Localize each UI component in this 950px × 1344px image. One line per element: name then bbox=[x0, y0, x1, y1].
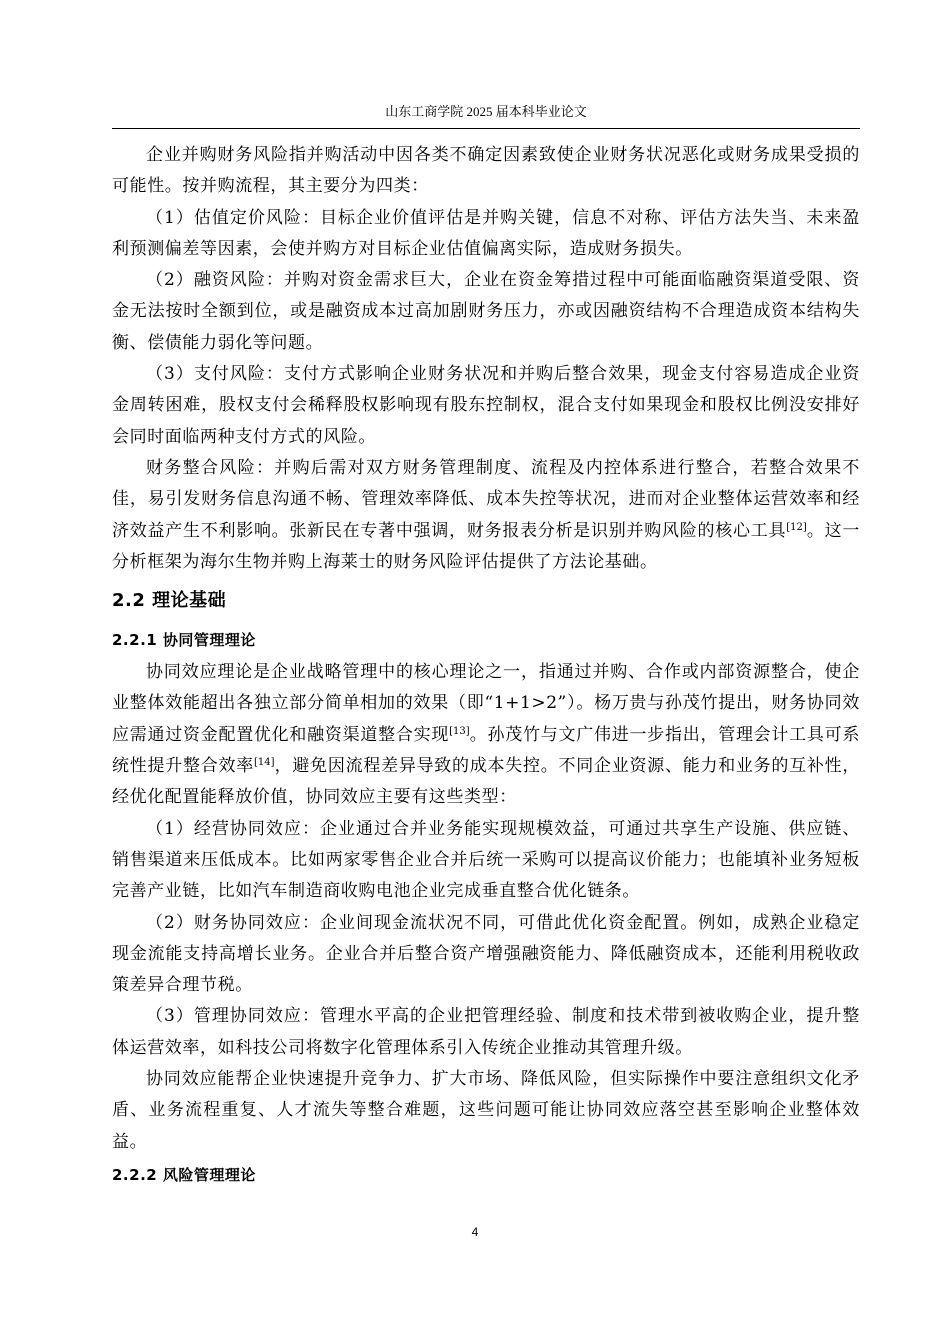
citation-12[interactable]: [12] bbox=[786, 521, 807, 533]
section-heading-2-2-2: 2.2.2 风险管理理论 bbox=[112, 1165, 256, 1184]
paragraph-text: 。这一分析框架为海尔生物并购上海莱士的财务风险评估提供了方法论基础。 bbox=[112, 520, 860, 572]
section-heading-2-2-1: 2.2.1 协同管理理论 bbox=[112, 631, 256, 650]
paragraph-payment-risk: （3）支付风险：支付方式影响企业财务状况和并购后整合效果，现金支付容易造成企业资金周转困难，股权支付会稀释股权影响现有股东控制权，混合支付如果现金和股权比例没安排好会同时面临两种支付方式的风险。 bbox=[112, 364, 860, 447]
paragraph-management-synergy: （3）管理协同效应：管理水平高的企业把管理经验、制度和技术带到被收购企业，提升整体运营效率，如科技公司将数字化管理体系引入传统企业推动其管理升级。 bbox=[112, 1006, 860, 1058]
page-number: 4 bbox=[471, 1225, 479, 1239]
paragraph-financial-risk-definition: 企业并购财务风险指并购活动中因各类不确定因素致使企业财务状况恶化或财务成果受损的可能性。按并购流程，其主要分为四类： bbox=[112, 145, 860, 197]
paragraph-financing-risk: （2）融资风险：并购对资金需求巨大，企业在资金筹措过程中可能面临融资渠道受限、资金无法按时全额到位，或是融资成本过高加剧财务压力，亦或因融资结构不合理造成资本结构失衡、偿债能力弱化等问题。 bbox=[112, 270, 860, 353]
paragraph-text: 。孙茂竹与文广伟进一步指出，管理会计工具可系统性提升整合效率 bbox=[112, 724, 860, 777]
paragraph-text: ，避免因流程差异导致的成本失控。不同企业资源、能力和业务的互补性，经优化配置能释放价值，协同效应主要有这些类型： bbox=[112, 756, 860, 808]
paragraph-synergy-theory bbox=[112, 657, 860, 813]
paragraph-synergy-challenges: 协同效应能帮企业快速提升竞争力、扩大市场、降低风险，但实际操作中要注意组织文化矛盾、业务流程重复、人才流失等整合难题，这些问题可能让协同效应落空甚至影响企业整体效益。 bbox=[112, 1069, 860, 1152]
paragraph-valuation-risk: （1）估值定价风险：目标企业价值评估是并购关键，信息不对称、评估方法失当、未来盈利预测偏差等因素，会使并购方对目标企业估值偏离实际，造成财务损失。 bbox=[112, 207, 860, 259]
paragraph-operating-synergy: （1）经营协同效应：企业通过合并业务能实现规模效益，可通过共享生产设施、供应链、销售渠道来压低成本。比如两家零售企业合并后统一采购可以提高议价能力；也能填补业务短板完善产业链，比如汽车制造商收购电池企业完成垂直整合优化链条。 bbox=[112, 818, 860, 902]
citation-13[interactable]: [13] bbox=[449, 725, 470, 737]
section-heading-2-2: 2.2 理论基础 bbox=[112, 590, 227, 612]
header-rule bbox=[112, 128, 860, 129]
running-header: 山东工商学院 2025 届本科毕业论文 bbox=[385, 104, 587, 119]
page-content bbox=[112, 140, 860, 1192]
citation-14[interactable]: [14] bbox=[253, 757, 275, 769]
paragraph-financial-synergy: （2）财务协同效应：企业间现金流状况不同，可借此优化资金配置。例如，成熟企业稳定现金流能支持高增长业务。企业合并后整合资产增强融资能力、降低融资成本，还能利用税收政策差异合理节税。 bbox=[112, 912, 860, 996]
paragraph-text: 协同效应理论是企业战略管理中的核心理论之一，指通过并购、合作或内部资源整合，使企业整体效能超出各独立部分简单相加的效果（即“1+1>2”）。杨万贵与孙茂竹提出，财务协同效应需通过资金配置优化和融资渠道整合实现 bbox=[112, 662, 860, 745]
paragraph-integration-risk bbox=[112, 453, 860, 578]
paragraph-text: 财务整合风险：并购后需对双方财务管理制度、流程及内控体系进行整合，若整合效果不佳，易引发财务信息沟通不畅、管理效率降低、成本失控等状况，进而对企业整体运营效率和经济效益产生不利影响。张新民在专著中强调，财务报表分析是识别并购风险的核心工具 bbox=[112, 457, 860, 541]
